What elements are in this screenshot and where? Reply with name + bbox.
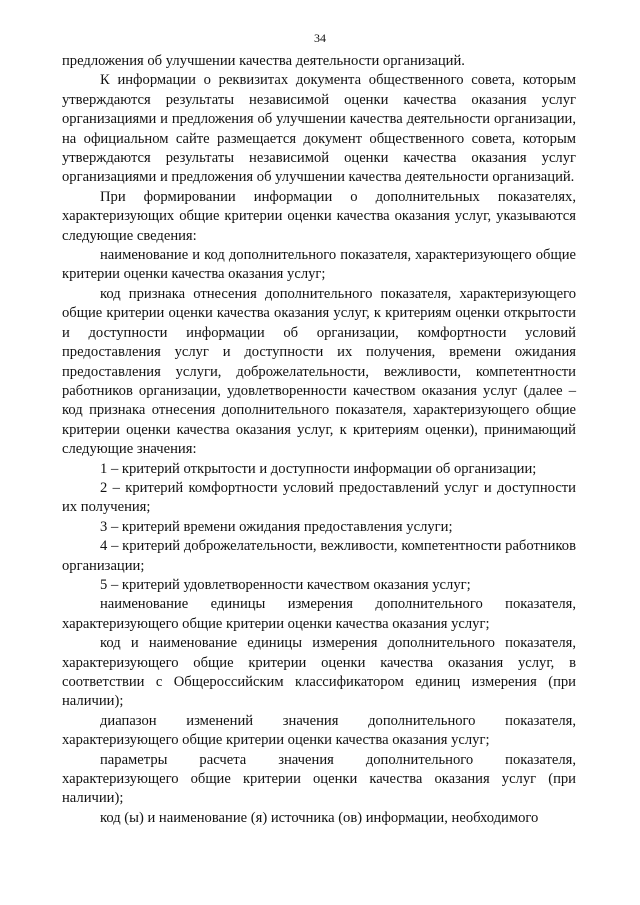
paragraph-continuation: предложения об улучшении качества деятельности организаций. <box>62 53 465 69</box>
criterion-value-2: 2 – критерий комфортности условий предоставлений услуг и доступности их получения; <box>62 479 576 516</box>
list-item-information-source: код (ы) и наименование (я) источника (ов) информации, необходимого <box>100 809 539 826</box>
list-item-unit-name: наименование единицы измерения дополнительного показателя, характеризующего общие критерии оценки качества оказания услуг; <box>62 596 576 632</box>
list-item-criterion-code: код признака отнесения дополнительного показателя, характеризующего общие критерии оценки качества оказания услуг, к критериям оценки открытости и доступности информации об организации, комфортности условий предоставления услуг и доступности их получения, времени ожидания предоставления услуги, доброжелательности, вежливости, компетентности работников организации, удовлетворенности качеством оказания услуг (далее – код признака отнесения дополнительного показателя, характеризующего общие критерии оценки качества оказания услуг, к критериям оценки), принимающий следующие значения: <box>62 285 576 458</box>
paragraph-additional-indicators-intro: При формировании информации о дополнительных показателях, характеризующих общие критерии оценки качества оказания услуг, указываются следующие сведения: <box>62 188 576 244</box>
paragraph-council-document-info: К информации о реквизитах документа общественного совета, которым утверждаются результаты независимой оценки качества оказания услуг организациями и предложения об улучшении качества деятельности организации, на официальном сайте размещается документ общественного совета, которым утверждаются результаты независимой оценки качества оказания услуг организациями и предложения об улучшении качества деятельности организаций. <box>62 72 576 186</box>
list-item-calculation-params: параметры расчета значения дополнительного показателя, характеризующего общие критерии оценки качества оказания услуг (при наличии); <box>62 751 576 807</box>
criterion-value-1: 1 – критерий открытости и доступности информации об организации; <box>100 460 537 477</box>
criterion-value-5: 5 – критерий удовлетворенности качеством оказания услуг; <box>100 576 471 593</box>
list-item-indicator-name-code: наименование и код дополнительного показателя, характеризующего общие критерии оценки качества оказания услуг; <box>62 247 576 283</box>
list-item-unit-code: код и наименование единицы измерения дополнительного показателя, характеризующего общие критерии оценки качества оказания услуг, в соответствии с Общероссийским классификатором единиц измерения (при наличии); <box>62 635 576 710</box>
page-number: 34 <box>314 31 326 45</box>
criterion-value-3: 3 – критерий времени ожидания предоставления услуги; <box>100 518 453 535</box>
body-text <box>62 52 576 828</box>
criterion-value-4: 4 – критерий доброжелательности, вежливости, компетентности работников организации; <box>62 538 576 574</box>
list-item-value-range: диапазон изменений значения дополнительного показателя, характеризующего общие критерии оценки качества оказания услуг; <box>62 712 576 749</box>
